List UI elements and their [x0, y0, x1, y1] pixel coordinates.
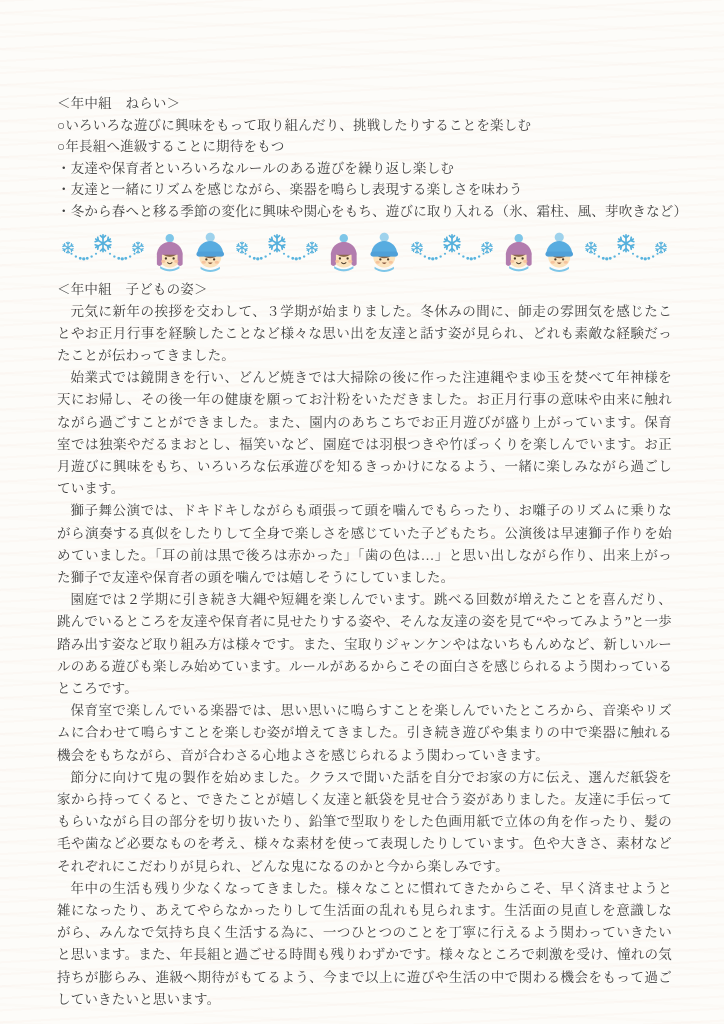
snowflake-garland-icon	[580, 231, 672, 273]
children-section-title: ＜年中組 子どもの姿＞	[57, 281, 208, 297]
winter-decoration-border	[57, 228, 672, 276]
body-paragraph: 節分に向けて鬼の製作を始めました。クラスで聞いた話を自分でお家の方に伝え、選んだ紙袋を家から持ってくると、できたことが嬉しく友達と紙袋を見せ合う姿がありました。友達に手伝ってもらいながら目の部分を切り抜いたり、鉛筆で型取りをした色画用紙で立体の角を作ったり、髪の毛や歯など必要なものを考え、様々な素材を使って表現したりしています。色や大きさ、素材などそれぞれにこだわりが見られ、どんな鬼になるのかと今から楽しみです。	[57, 769, 672, 874]
children-winter-hats-icon	[324, 229, 404, 275]
goal-item: ・友達や保育者といろいろなルールのある遊びを繰り返し楽しむ	[57, 160, 455, 176]
snowflake-garland-icon	[231, 231, 323, 273]
body-paragraph: 始業式では鏡開きを行い、どんど焼きでは大掃除の後に作った注連縄やまゆ玉を焚べて年神様を天にお帰し、その後一年の健康を願ってお汁粉をいただきました。お正月行事の意味や由来に触れながら過ごすことができました。また、園内のあちこちでお正月遊びが盛り上がっています。保育室では独楽やだるまおとし、福笑いなど、園庭では羽根つきや竹ぽっくりを楽しんでいます。お正月遊びに興味をもち、いろいろな伝承遊びを知るきっかけになるよう、一緒に楽しみながら過ごしています。	[57, 370, 672, 497]
body-paragraph: 保育室で楽しんでいる楽器では、思い思いに鳴らすことを楽しんでいたところから、音楽やリズムに合わせて鳴らすことを楽しむ姿が増えてきました。引き続き遊びや集まりの中で楽器に触れる機会をもちながら、音が合わさる心地よさを感じられるよう関わっていきます。	[57, 703, 672, 763]
body-paragraph: 獅子舞公演では、ドキドキしながらも頑張って頭を噛んでもらったり、お囃子のリズムに乗りながら演奏する真似をしたりして全身で楽しさを感じていた子どもたち。公演後は早速獅子作りを始めていました。「耳の前は黒で後ろは赤かった」「歯の色は…」と思い出しながら作り、出来上がった獅子で友達や保育者の頭を噛んでは嬉しそうにしていました。	[57, 503, 672, 585]
goal-item: ・冬から春へと移る季節の変化に興味や関心をもち、遊びに取り入れる（氷、霜柱、風、芽吹きなど）	[57, 203, 688, 219]
snowflake-garland-icon	[406, 231, 498, 273]
body-paragraph: 年中の生活も残り少なくなってきました。様々なことに慣れてきたからこそ、早く済ませようと雑になったり、あえてやらなかったりして生活面の乱れも見られます。生活面の見直しを意識しながら、みんなで気持ち良く生活する為に、一つひとつのことを丁寧に行えるよう関わっていきたいと思います。また、年長組と過ごせる時間も残りわずかです。様々なところで刺激を受け、憧れの気持ちが膨らみ、進級へ期待がもてるよう、今まで以上に遊びや生活の中で関わる機会をもって過ごしていきたいと思います。	[57, 880, 672, 1007]
goals-section-title: ＜年中組 ねらい＞	[57, 96, 181, 111]
goal-item: ○年長組へ進級することに期待をもつ	[57, 139, 285, 155]
children-section-body	[57, 301, 672, 1012]
goal-item: ・友達と一緒にリズムを感じながら、楽器を鳴らし表現する楽しさを味わう	[57, 182, 523, 198]
snowflake-garland-icon	[57, 231, 149, 273]
children-winter-hats-icon	[499, 229, 579, 275]
children-section	[57, 279, 672, 1012]
children-winter-hats-icon	[150, 229, 230, 275]
goals-section	[57, 93, 688, 223]
goal-item: ○いろいろな遊びに興味をもって取り組んだり、挑戦したりすることを楽しむ	[57, 117, 532, 133]
body-paragraph: 元気に新年の挨拶を交わして、３学期が始まりました。冬休みの間に、師走の雰囲気を感じたことやお正月行事を経験したことなど様々な思い出を友達と話す姿が見られ、どれも素敵な経験だったことが伝わってきました。	[57, 303, 672, 363]
body-paragraph: 園庭では２学期に引き続き大縄や短縄を楽しんでいます。跳べる回数が増えたことを喜んだり、跳んでいるところを友達や保育者に見せたりする姿や、そんな友達の姿を見て“やってみよう”と一歩踏み出す姿など取り組み方は様々です。また、宝取りジャンケンやはないちもんめなど、新しいルールのある遊びも楽しみ始めています。ルールがあるからこその面白さを感じられるよう関わっているところです。	[57, 592, 673, 697]
